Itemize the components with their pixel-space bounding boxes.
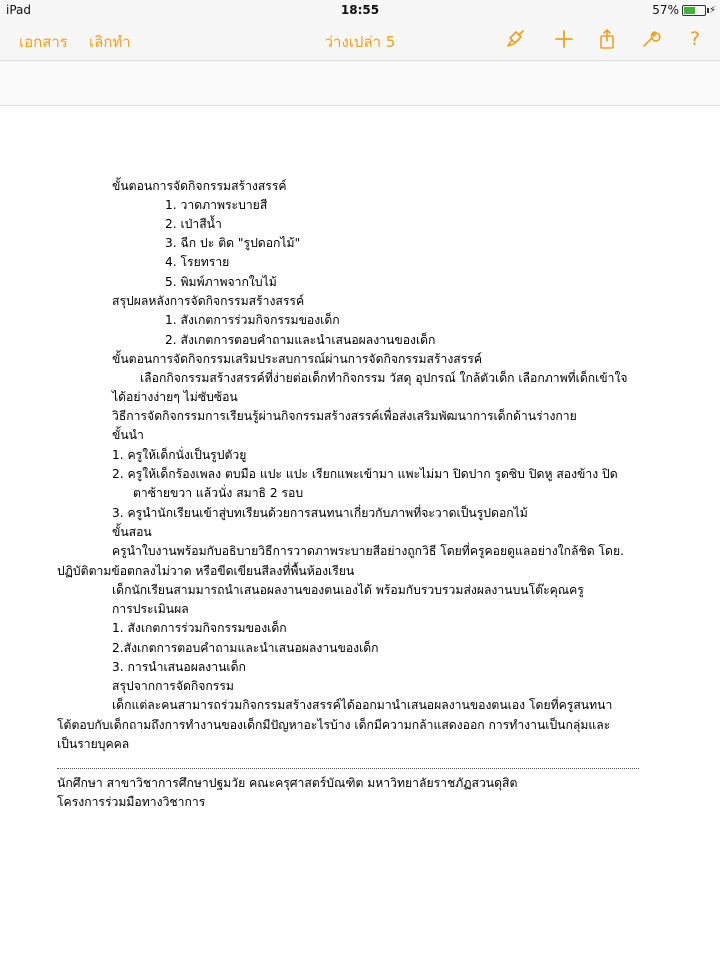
battery-indicator <box>652 3 716 17</box>
status-bar <box>0 0 720 20</box>
undo-button[interactable]: เลิกทำ <box>89 33 131 51</box>
wrench-icon[interactable] <box>640 28 662 50</box>
paragraph-line: โต้ตอบกับเด็กถามถึงการทำงานของเด็กมีปัญหาอะไรบ้าง เด็กมีความกล้าแสดงออก การทำงานเป็นกลุ่มและ <box>57 718 611 732</box>
paragraph-line: เป็นรายบุคคล <box>57 737 130 751</box>
battery-percent: 57% <box>652 3 679 17</box>
documents-button[interactable]: เอกสาร <box>19 33 68 51</box>
dotted-divider <box>57 768 639 769</box>
paragraph-line: เด็กนักเรียนสามมารถนำเสนอผลงานของตนเองได้ พร้อมกับรวบรวมส่งผลงานบนโต๊ะคุณครู <box>112 583 584 597</box>
paragraph-line: เลือกกิจกรรมสร้างสรรค์ที่ง่ายต่อเด็กทำกิจกรรม วัสดุ อุปกรณ์ ใกล้ตัวเด็ก เลือกภาพที่เด็กเข้าใจ <box>140 371 628 385</box>
project-line: โครงการร่วมมือทางวิชาการ <box>57 795 206 809</box>
charging-icon: ⚡ <box>708 4 716 16</box>
heading-creative-steps: ขั้นตอนการจัดกิจกรรมสร้างสรรค์ <box>112 179 287 193</box>
list-item: 1. วาดภาพระบายสี <box>165 198 268 212</box>
list-item: 2.สังเกตการตอบคำถามและนำเสนอผลงานของเด็ก <box>112 641 379 655</box>
toolbar <box>0 20 720 61</box>
battery-icon <box>682 5 706 16</box>
list-item: 5. พิมพ์ภาพจากใบไม้ <box>165 275 277 289</box>
list-item: 3. ครูนำนักเรียนเข้าสู่บทเรียนด้วยการสนทนาเกี่ยวกับภาพที่จะวาดเป็นรูปดอกไม้ <box>112 506 528 520</box>
heading-teaching: ขั้นสอน <box>112 525 152 539</box>
list-item: 4. โรยทราย <box>165 255 230 269</box>
heading-intro: ขั้นนำ <box>112 428 144 442</box>
list-item: 2. เป่าสีน้ำ <box>165 217 222 231</box>
author-line: นักศึกษา สาขาวิชาการศึกษาปฐมวัย คณะครุศาสตร์บัณฑิต มหาวิทยาลัยราชภัฏสวนดุสิต <box>57 776 518 790</box>
heading-method: วิธีการจัดกิจกรรมการเรียนรู้ผ่านกิจกรรมสร้างสรรค์เพื่อส่งเสริมพัฒนาการเด็กด้านร่างกาย <box>112 409 577 423</box>
list-item: 2. ครูให้เด็กร้องเพลง ตบมือ แปะ แปะ เรียกแพะเข้ามา แพะไม่มา ปิดปาก รูดซิบ ปิดหู สองข้าง ปิด <box>112 467 618 481</box>
heading-summary: สรุปผลหลังการจัดกิจกรรมสร้างสรรค์ <box>112 294 305 308</box>
paragraph-line: ครูนำใบงานพร้อมกับอธิบายวิธีการวาดภาพระบายสีอย่างถูกวิธี โดยที่ครูคอยดูแลอย่างใกล้ชิด โดย. <box>112 544 624 558</box>
device-label: iPad <box>6 3 32 17</box>
paragraph-line: ปฏิบัติตามข้อตกลงไม่วาด หรือขีดเขียนสีลงที่พื้นห้องเรียน <box>57 564 355 578</box>
document-body[interactable] <box>0 106 720 960</box>
plus-icon[interactable] <box>553 28 575 50</box>
list-item: 2. สังเกตการตอบคำถามและนำเสนอผลงานของเด็ก <box>165 333 436 347</box>
heading-enrichment-steps: ขั้นตอนการจัดกิจกรรมเสริมประสบการณ์ผ่านการจัดกิจกรรมสร้างสรรค์ <box>112 352 482 366</box>
clock: 18:55 <box>340 3 380 17</box>
heading-evaluation: การประเมินผล <box>112 602 189 616</box>
paintbrush-icon[interactable] <box>505 28 527 50</box>
heading-conclusion: สรุปจากการจัดกิจกรรม <box>112 679 234 693</box>
list-item: 3. ฉีก ปะ ติด "รูปดอกไม้" <box>165 236 301 250</box>
list-item-continuation: ตาซ้ายขวา แล้วนั่ง สมาธิ 2 รอบ <box>133 486 304 500</box>
battery-fill <box>684 7 695 14</box>
list-item: 3. การนำเสนอผลงานเด็ก <box>112 660 246 674</box>
document-title[interactable]: ว่างเปล่า 5 <box>324 33 396 51</box>
paragraph-line: เด็กแต่ละคนสามารถร่วมกิจกรรมสร้างสรรค์ได้ออกมานำเสนอผลงานของตนเอง โดยที่ครูสนทนา <box>112 698 613 712</box>
help-icon[interactable]: ? <box>689 28 701 50</box>
list-item: 1. ครูให้เด็กนั่งเป็นรูปตัวยู <box>112 448 247 462</box>
ruler-bar <box>0 61 720 106</box>
list-item: 1. สังเกตการร่วมกิจกรรมของเด็ก <box>112 621 287 635</box>
share-icon[interactable] <box>596 28 618 50</box>
list-item: 1. สังเกตการร่วมกิจกรรมของเด็ก <box>165 313 340 327</box>
paragraph-line: ได้อย่างง่ายๆ ไม่ซับซ้อน <box>112 390 238 404</box>
